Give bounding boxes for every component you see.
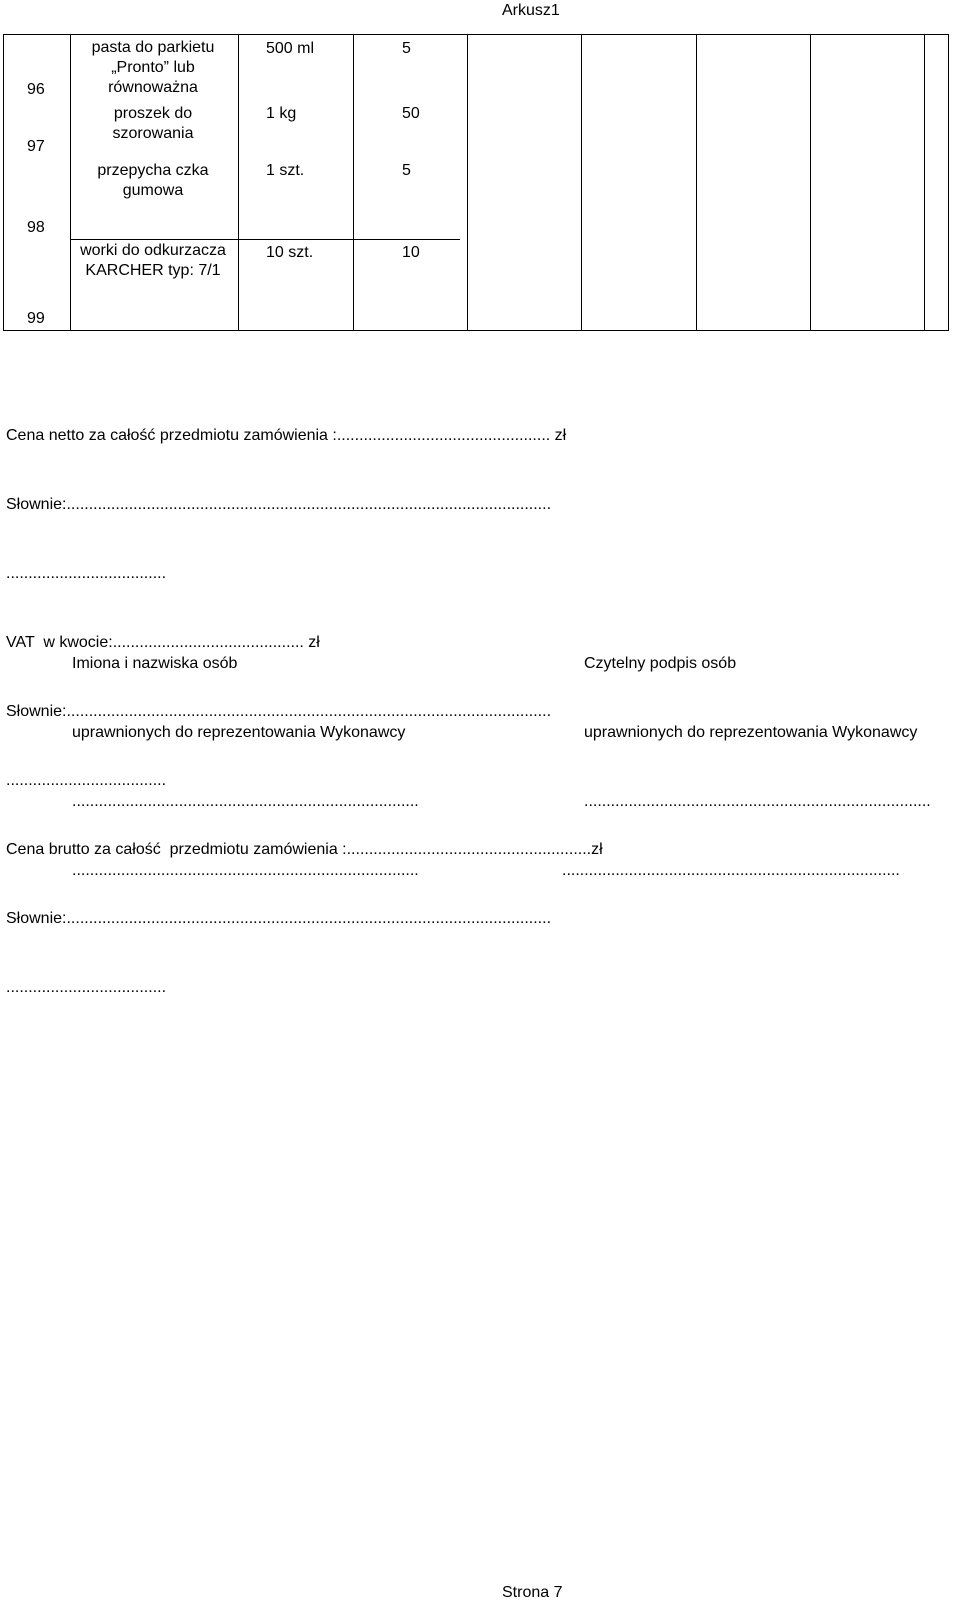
item-description [70, 241, 236, 281]
in-words-continuation: .................................... [6, 979, 167, 996]
item-quantity: 10 [402, 244, 420, 261]
item-unit: 1 szt. [266, 162, 305, 179]
item-unit: 1 kg [266, 105, 297, 122]
col-divider [467, 34, 468, 331]
desc-line: KARCHER typ: 7/1 [85, 262, 221, 279]
item-unit: 500 ml [266, 40, 315, 57]
row-divider [70, 239, 460, 240]
in-words-continuation: .................................... [6, 565, 167, 582]
item-quantity: 5 [402, 162, 411, 179]
desc-line: równoważna [108, 79, 198, 96]
desc-line: proszek do [113, 105, 193, 122]
row-number: 98 [27, 219, 45, 236]
desc-line: worki do odkurzacza [80, 242, 226, 259]
in-words-line: Słownie:............................................................................................................. [6, 910, 552, 927]
signature-names-block [72, 606, 419, 905]
col-divider [353, 34, 354, 331]
vat-line: VAT w kwocie:........................................... zł [6, 634, 320, 651]
item-table [0, 0, 960, 340]
desc-line: gumowa [122, 182, 184, 199]
sheet-title: Arkusz1 [502, 2, 560, 19]
in-words-line: Słownie:............................................................................................................. [6, 496, 552, 513]
signature-label: Imiona i nazwiska osób [72, 655, 238, 672]
signature-dotted-line: ............................................................................ [562, 862, 900, 879]
net-price-line: Cena netto za całość przedmiotu zamówienia :................................................ zł [6, 427, 567, 444]
in-words-continuation: .................................... [6, 772, 167, 789]
desc-line: pasta do parkietu [91, 39, 215, 56]
col-divider [810, 34, 811, 331]
signature-label: Czytelny podpis osób [584, 655, 737, 672]
table-border-top [3, 34, 949, 35]
signature-label: uprawnionych do reprezentowania Wykonawcy [584, 724, 918, 741]
item-unit: 10 szt. [266, 244, 314, 261]
item-description [70, 38, 236, 98]
signature-dotted-line: .............................................................................. [72, 862, 419, 879]
col-divider [581, 34, 582, 331]
signature-legible-block [562, 606, 931, 905]
row-number: 97 [27, 138, 45, 155]
signature-dotted-line: .............................................................................. [72, 793, 419, 810]
item-quantity: 50 [402, 105, 420, 122]
col-divider [238, 34, 239, 331]
col-divider [924, 34, 925, 331]
col-divider [696, 34, 697, 331]
row-divider [3, 330, 949, 331]
col-divider [3, 34, 4, 331]
item-description [70, 161, 236, 201]
row-number: 99 [27, 310, 45, 327]
page-number: Strona 7 [502, 1584, 563, 1601]
desc-line: szorowania [112, 125, 194, 142]
in-words-line: Słownie:............................................................................................................. [6, 703, 552, 720]
signature-label: uprawnionych do reprezentowania Wykonawcy [72, 724, 406, 741]
desc-line: przepycha czka [97, 162, 209, 179]
desc-line: „Pronto” lub [111, 59, 195, 76]
signature-dotted-line: .............................................................................. [584, 793, 931, 810]
gross-price-line: Cena brutto za całość przedmiotu zamówienia :.......................................................zł [6, 841, 603, 858]
item-description [70, 104, 236, 144]
col-divider [948, 34, 949, 331]
row-number: 96 [27, 81, 45, 98]
item-quantity: 5 [402, 40, 411, 57]
